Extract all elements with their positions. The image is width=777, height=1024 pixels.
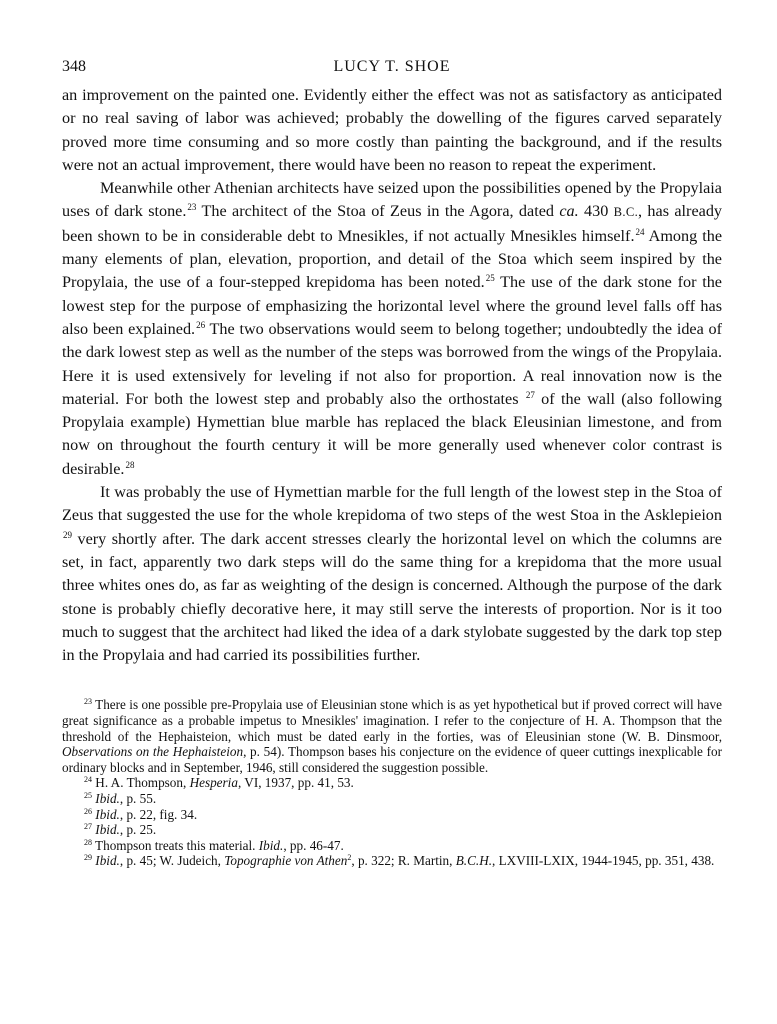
page-number: 348 <box>62 58 86 75</box>
paragraph-1: an improvement on the painted one. Evidently either the effect was not as satisfactory as anticipated or no real saving of labor was achieved; probably the dowelling of the figures carved separately proved more time consuming and so more costly than painting the background, and if the results were not an actual improvement, there would have been no reason to repeat the experiment. <box>62 86 722 174</box>
footnote-ref-25[interactable]: 25 <box>485 273 495 284</box>
footnote-23: $^{23}$ There is one possible pre-Propylaia use of Eleusinian stone which is as yet hypothetical but if proved correct will have great significance as a probable impetus to Mnesikles' imagination. I refer to the conjecture of H. A. Thompson that the threshold of the Hephaisteion, which must be dated early in the forties, was of Eleusinian stone (W. B. Dinsmoor, Observations on the Hephaisteion, p. 54). Thompson bases his conjecture on the evidence of queer cuttings inexplicable for ordinary blocks and in September, 1946, still considered the suggestion possible. <box>62 697 722 775</box>
running-head: LUCY T. SHOE <box>333 58 451 75</box>
footnote-24: $^{24}$ H. A. Thompson, Hesperia, VI, 1937, pp. 41, 53. <box>84 775 354 791</box>
page <box>62 58 722 869</box>
footnote-ref-27[interactable]: 27 <box>525 389 535 400</box>
footnote-ref-29[interactable]: 29 <box>63 529 72 540</box>
paragraph-2: Meanwhile other Athenian architects have seized upon the possibilities opened by the Propylaia uses of dark stone.$^{23}$ The architect of the Stoa of Zeus in the Agora, dated ca. 430 B.C., has already been shown to be in considerable debt to Mnesikles, if not actually Mnesikles himself.$^{24}$ Among the many elements of plan, elevation, proportion, and detail of the Stoa which seem inspired by the Propylaia, the use of a four-stepped krepidoma has been noted.$^{25}$ The use of the dark stone for the lowest step for the purpose of emphasizing the horizontal level where the ground level falls off has also been explained.$^{26}$ The two observations would seem to belong together; undoubtedly the idea of the dark lowest step as well as the number of the steps was borrowed from the wings of the Propylaia. Here it is used extensively for leveling if not also for proportion. A real innovation now is the material. For both the lowest step and probably also the orthostates $^{27}$ of the wall (also following Propylaia example) Hymettian blue marble has replaced the black Eleusinian limestone, and from now on throughout the fourth century it will be more generally used whenever color contrast is desirable.$^{28}$ <box>62 179 723 478</box>
footnote-25: $^{25}$ Ibid., p. 55. <box>84 790 157 806</box>
paragraph-3: It was probably the use of Hymettian marble for the full length of the lowest step in the Stoa of Zeus that suggested the use for the whole krepidoma of two steps of the west Stoa in the Asklepieion $^{29}$ very shortly after. The dark accent stresses clearly the horizontal level on which the columns are set, in fact, apparently two dark steps will do the same thing for a krepidoma that the more usual three whites ones do, as far as weighting of the design is concerned. Although the purpose of the dark stone is probably chiefly decorative here, it may still serve the interests of proportion. Nor is it too much to suggest that the architect had liked the idea of a dark stylobate suggested by the dark top step in the Propylaia and had carried its possibilities further. <box>62 483 722 665</box>
footnote-28: $^{28}$ Thompson treats this material. Ibid., pp. 46-47. <box>84 837 344 853</box>
footnote-29: $^{29}$ Ibid., p. 45; W. Judeich, Topographie von Athen$^2$, p. 322; R. Martin, B.C.H., LXVIII-LXIX, 1944-1945, pp. 351, 438. <box>84 853 715 869</box>
body-text <box>62 84 722 667</box>
footnotes <box>62 697 722 869</box>
page-header <box>62 58 722 84</box>
footnote-27: $^{27}$ Ibid., p. 25. <box>84 822 157 838</box>
footnote-26: $^{26}$ Ibid., p. 22, fig. 34. <box>84 806 198 822</box>
footnote-ref-23[interactable]: 23 <box>187 202 197 213</box>
footnote-ref-24[interactable]: 24 <box>635 226 645 237</box>
footnote-ref-28[interactable]: 28 <box>125 459 135 470</box>
footnote-ref-26[interactable]: 26 <box>196 319 206 330</box>
